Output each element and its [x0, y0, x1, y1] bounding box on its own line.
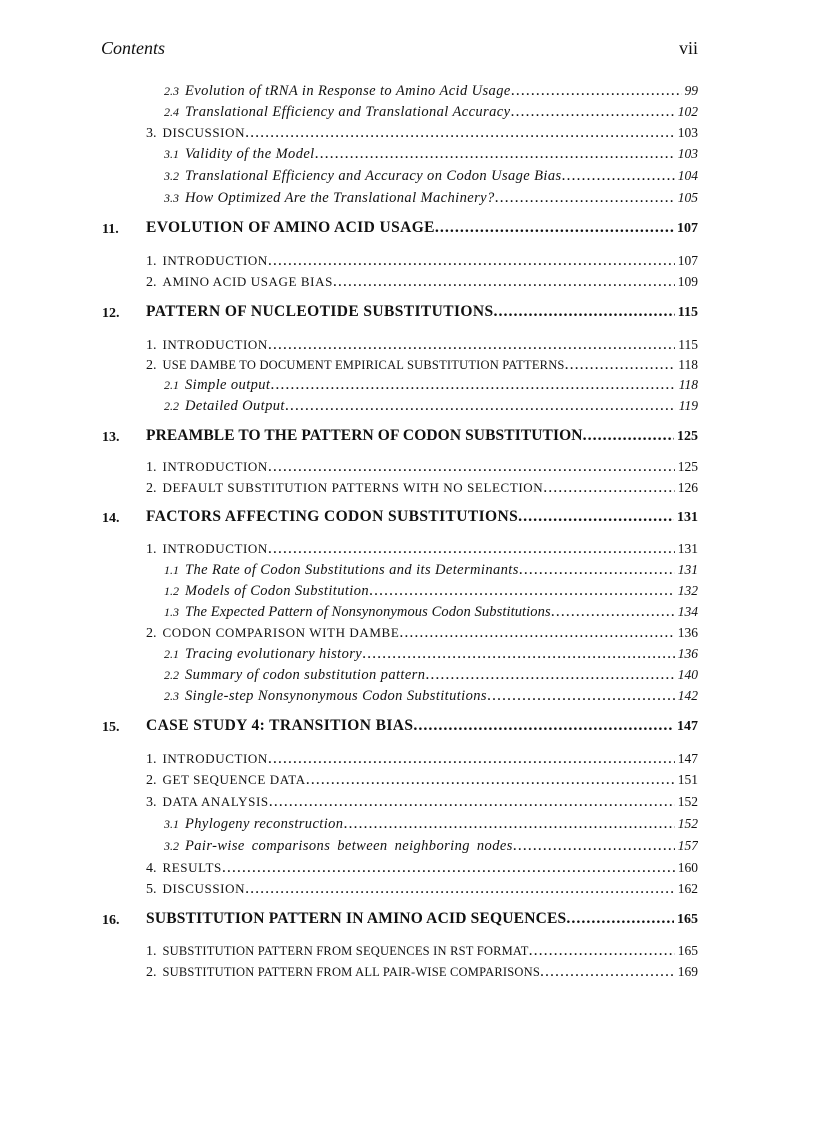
- entry-number: 2.: [146, 965, 157, 980]
- chapter-entry[interactable]: [146, 717, 698, 735]
- leader-dots: [245, 124, 675, 142]
- entry-page: 136: [677, 646, 698, 661]
- entry-title: How Optimized Are the Translational Machinery?: [185, 190, 495, 206]
- toc-entry[interactable]: [164, 687, 698, 705]
- toc-entry[interactable]: [164, 376, 698, 394]
- leader-dots: [583, 427, 674, 445]
- chapter-entry[interactable]: [146, 910, 698, 928]
- leader-dots: [268, 336, 675, 354]
- entry-page: 142: [677, 688, 698, 703]
- entry-title: Models of Codon Substitution: [185, 583, 369, 599]
- chapter-entry[interactable]: [146, 427, 698, 445]
- entry-title: DISCUSSION: [162, 125, 246, 140]
- leader-dots: [222, 859, 675, 877]
- entry-page: 103: [677, 146, 698, 161]
- leader-dots: [369, 582, 675, 600]
- entry-number: 2.: [146, 358, 157, 373]
- chapter-page: 107: [677, 221, 698, 236]
- entry-page: 134: [677, 604, 698, 619]
- entry-title: RESULTS: [162, 860, 222, 875]
- leader-dots: [487, 687, 675, 705]
- toc-entry[interactable]: [146, 336, 698, 354]
- entry-number: 3.: [146, 795, 157, 810]
- entry-number: 2.4: [164, 105, 179, 119]
- leader-dots: [268, 252, 675, 270]
- entry-number: 3.: [146, 126, 157, 141]
- entry-number: 2.: [146, 773, 157, 788]
- leader-dots: [493, 303, 674, 321]
- entry-title: Single-step Nonsynonymous Codon Substitutions: [185, 688, 487, 704]
- entry-page: 109: [677, 274, 698, 289]
- toc-entry[interactable]: [146, 880, 698, 898]
- leader-dots: [268, 458, 675, 476]
- entry-title: Translational Efficiency and Translational Accuracy: [185, 104, 511, 120]
- toc-entry[interactable]: [146, 124, 698, 142]
- toc-entry[interactable]: [146, 252, 698, 270]
- entry-title: Detailed Output: [185, 398, 285, 414]
- entry-number: 4.: [146, 861, 157, 876]
- entry-page: 165: [677, 943, 698, 958]
- entry-title: Validity of the Model: [185, 146, 315, 162]
- toc-entry[interactable]: [164, 561, 698, 579]
- entry-title: GET SEQUENCE DATA: [162, 772, 306, 787]
- entry-number: 2.1: [164, 647, 179, 661]
- entry-page: 160: [677, 860, 698, 875]
- toc-entry[interactable]: [164, 837, 698, 855]
- entry-number: 2.: [146, 275, 157, 290]
- entry-title: INTRODUCTION: [162, 459, 268, 474]
- leader-dots: [268, 540, 675, 558]
- entry-page: 140: [677, 667, 698, 682]
- toc-entry[interactable]: [146, 356, 698, 374]
- leader-dots: [529, 942, 675, 960]
- leader-dots: [495, 189, 675, 207]
- chapter-entry[interactable]: [146, 219, 698, 237]
- entry-number: 1.: [146, 460, 157, 475]
- entry-title: Tracing evolutionary history: [185, 646, 363, 662]
- toc-entry[interactable]: [146, 458, 698, 476]
- page-number: vii: [678, 38, 698, 58]
- entry-page: 126: [677, 480, 698, 495]
- chapter-entry[interactable]: [146, 303, 698, 321]
- entry-title: SUBSTITUTION PATTERN FROM ALL PAIR-WISE COMPARISONS: [162, 965, 541, 979]
- entry-page: 115: [678, 337, 698, 352]
- entry-number: 1.1: [164, 563, 179, 577]
- leader-dots: [543, 479, 674, 497]
- leader-dots: [562, 167, 675, 185]
- entry-title: INTRODUCTION: [162, 253, 268, 268]
- entry-number: 2.: [146, 626, 157, 641]
- leader-dots: [565, 356, 676, 374]
- toc-entry[interactable]: [164, 666, 698, 684]
- entry-page: 131: [677, 562, 698, 577]
- entry-title: DISCUSSION: [162, 881, 246, 896]
- entry-title: CODON COMPARISON WITH DAMBE: [162, 625, 400, 640]
- entry-number: 3.3: [164, 191, 179, 205]
- entry-title: USE DAMBE TO DOCUMENT EMPIRICAL SUBSTITUTION PATTERNS: [162, 358, 565, 372]
- chapter-page: 131: [677, 510, 698, 525]
- toc-entry[interactable]: [164, 167, 698, 185]
- leader-dots: [270, 376, 675, 394]
- entry-title: AMINO ACID USAGE BIAS: [162, 274, 333, 289]
- entry-number: 1.2: [164, 584, 179, 598]
- chapter-page: 125: [677, 429, 698, 444]
- entry-page: 103: [677, 125, 698, 140]
- toc-entry[interactable]: [146, 273, 698, 291]
- entry-number: 3.2: [164, 169, 179, 183]
- toc-entry[interactable]: [164, 582, 698, 600]
- toc-entry[interactable]: [164, 145, 698, 163]
- entry-number: 1.: [146, 542, 157, 557]
- entry-page: 118: [678, 377, 698, 392]
- leader-dots: [511, 82, 682, 100]
- entry-number: 2.3: [164, 689, 179, 703]
- entry-title: INTRODUCTION: [162, 541, 268, 556]
- leader-dots: [413, 717, 674, 735]
- leader-dots: [268, 750, 675, 768]
- entry-title: DATA ANALYSIS: [162, 794, 269, 809]
- entry-title: Translational Efficiency and Accuracy on Codon Usage Bias: [185, 168, 562, 184]
- chapter-page: 147: [677, 719, 698, 734]
- leader-dots: [399, 624, 674, 642]
- chapter-title: PATTERN OF NUCLEOTIDE SUBSTITUTIONS: [146, 303, 494, 320]
- entry-title: SUBSTITUTION PATTERN FROM SEQUENCES IN RST FORMAT: [162, 944, 529, 958]
- chapter-page: 165: [677, 912, 698, 927]
- entry-number: 1.3: [164, 605, 179, 619]
- chapter-number: 16.: [102, 913, 120, 928]
- chapter-number: 15.: [102, 720, 120, 735]
- leader-dots: [540, 963, 675, 981]
- toc-entry[interactable]: [146, 624, 698, 642]
- leader-dots: [245, 880, 675, 898]
- entry-title: Summary of codon substitution pattern: [185, 667, 426, 683]
- chapter-page: 115: [677, 305, 698, 320]
- entry-number: 2.2: [164, 668, 179, 682]
- entry-page: 136: [677, 625, 698, 640]
- leader-dots: [333, 273, 675, 291]
- entry-page: 102: [677, 104, 698, 119]
- toc-entry[interactable]: [164, 397, 698, 415]
- toc-entry[interactable]: [146, 771, 698, 789]
- entry-number: 1.: [146, 254, 157, 269]
- toc-entry[interactable]: [164, 815, 698, 833]
- entry-number: 3.1: [164, 147, 179, 161]
- chapter-number: 11.: [102, 222, 119, 237]
- toc-entry[interactable]: [164, 103, 698, 121]
- entry-page: 147: [677, 751, 698, 766]
- entry-page: 152: [677, 794, 698, 809]
- entry-number: 1.: [146, 752, 157, 767]
- entry-page: 132: [677, 583, 698, 598]
- entry-number: 1.: [146, 944, 157, 959]
- leader-dots: [435, 219, 674, 237]
- toc-entry[interactable]: [164, 82, 698, 100]
- entry-page: 107: [677, 253, 698, 268]
- leader-dots: [566, 910, 674, 928]
- entry-page: 125: [677, 459, 698, 474]
- toc-entry[interactable]: [146, 540, 698, 558]
- entry-title: Simple output: [185, 377, 271, 393]
- toc-entry[interactable]: [146, 859, 698, 877]
- entry-page: 152: [677, 816, 698, 831]
- chapter-title: FACTORS AFFECTING CODON SUBSTITUTIONS: [146, 508, 519, 525]
- toc-entry[interactable]: [146, 479, 698, 497]
- entry-page: 151: [677, 772, 698, 787]
- toc-entry[interactable]: [164, 645, 698, 663]
- entry-page: 169: [677, 964, 698, 979]
- entry-page: 118: [678, 357, 698, 372]
- chapter-number: 13.: [102, 430, 120, 445]
- entry-number: 2.2: [164, 399, 179, 413]
- leader-dots: [306, 771, 675, 789]
- entry-title: DEFAULT SUBSTITUTION PATTERNS WITH NO SELECTION: [162, 480, 544, 495]
- entry-title: Pair-wise comparisons between neighboring nodes: [185, 838, 513, 854]
- leader-dots: [518, 508, 674, 526]
- entry-page: 162: [677, 881, 698, 896]
- toc-entry[interactable]: [146, 942, 698, 960]
- entry-title: Evolution of tRNA in Response to Amino Acid Usage: [185, 83, 511, 99]
- leader-dots: [343, 815, 674, 833]
- entry-number: 3.2: [164, 839, 179, 853]
- toc-entry[interactable]: [164, 603, 698, 621]
- entry-number: 2.: [146, 481, 157, 496]
- entry-page: 105: [677, 190, 698, 205]
- leader-dots: [510, 103, 674, 121]
- entry-title: INTRODUCTION: [162, 337, 268, 352]
- entry-page: 99: [684, 83, 698, 98]
- leader-dots: [513, 837, 675, 855]
- chapter-title: PREAMBLE TO THE PATTERN OF CODON SUBSTITUTION: [146, 427, 583, 444]
- entry-title: The Expected Pattern of Nonsynonymous Codon Substitutions: [185, 604, 551, 620]
- entry-number: 2.3: [164, 84, 179, 98]
- entry-page: 104: [677, 168, 698, 183]
- chapter-title: CASE STUDY 4: TRANSITION BIAS: [146, 717, 414, 734]
- entry-number: 2.1: [164, 378, 179, 392]
- leader-dots: [285, 397, 676, 415]
- toc-entry[interactable]: [146, 750, 698, 768]
- chapter-number: 12.: [102, 306, 120, 321]
- entry-title: Phylogeny reconstruction: [185, 816, 344, 832]
- entry-number: 5.: [146, 882, 157, 897]
- entry-number: 1.: [146, 338, 157, 353]
- toc-entry[interactable]: [146, 963, 698, 981]
- leader-dots: [315, 145, 675, 163]
- chapter-number: 14.: [102, 511, 120, 526]
- running-header-title: Contents: [101, 38, 166, 58]
- entry-page: 131: [677, 541, 698, 556]
- entry-page: 119: [678, 398, 698, 413]
- toc-entry[interactable]: [146, 793, 698, 811]
- entry-title: INTRODUCTION: [162, 751, 268, 766]
- chapter-entry[interactable]: [146, 508, 698, 526]
- chapter-title: EVOLUTION OF AMINO ACID USAGE: [146, 219, 435, 236]
- leader-dots: [551, 603, 675, 621]
- leader-dots: [519, 561, 675, 579]
- leader-dots: [425, 666, 674, 684]
- toc-entry[interactable]: [164, 189, 698, 207]
- chapter-title: SUBSTITUTION PATTERN IN AMINO ACID SEQUENCES: [146, 910, 567, 927]
- entry-page: 157: [677, 838, 698, 853]
- leader-dots: [362, 645, 675, 663]
- entry-number: 3.1: [164, 817, 179, 831]
- leader-dots: [269, 793, 675, 811]
- entry-title: The Rate of Codon Substitutions and its Determinants: [185, 562, 519, 578]
